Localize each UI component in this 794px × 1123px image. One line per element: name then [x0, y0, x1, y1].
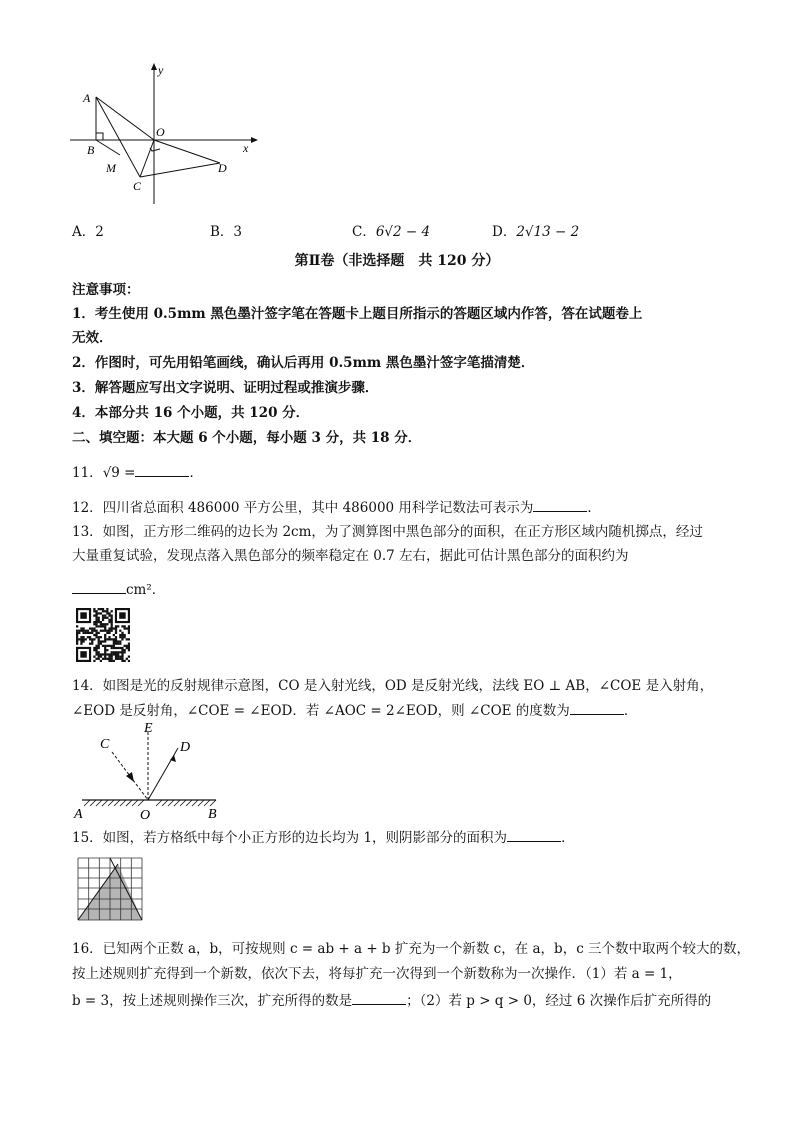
label-c: C: [133, 179, 142, 193]
incident-arrow: [126, 772, 134, 782]
answer-blank[interactable]: [507, 829, 561, 842]
question-15: 15．如图，若方格纸中每个小正方形的边长均为 1，则阴影部分的面积为 ．: [72, 830, 575, 846]
segment-od: [154, 140, 220, 163]
right-angle-mark-b: [96, 133, 103, 140]
label-d: D: [218, 161, 227, 175]
label-a: A: [74, 807, 83, 822]
question-16-line-1: 16．已知两个正数 a，b，可按规则 c = ab + a + b 扩充为一个新数 c，在 a，b，c 三个数中取两个较大的数，: [72, 941, 751, 957]
segment-bm: [96, 140, 120, 155]
answer-blank[interactable]: [570, 702, 624, 715]
choice-c: C．6√2 − 4: [352, 224, 431, 240]
label-d: D: [180, 740, 191, 755]
x-axis-arrow: [251, 137, 258, 143]
note-4: 4．本部分共 16 个小题，共 120 分．: [72, 405, 310, 421]
question-13-line-2: 大量重复试验，发现点落入黑色部分的频率稳定在 0.7 左右，据此可估计黑色部分的面积约为: [72, 548, 629, 564]
label-y: y: [158, 63, 164, 77]
label-b: B: [208, 807, 217, 822]
section-2-title: 第Ⅱ卷（非选择题 共 120 分）: [294, 253, 500, 269]
question-13-line-1: 13．如图，正方形二维码的边长为 2cm，为了测算图中黑色部分的面积，在正方形区域内随机掷点，经过: [72, 524, 703, 540]
grid-figure: [76, 856, 144, 922]
question-16-line-2: 按上述规则扩充得到一个新数，依次下去，将每扩充一次得到一个新数称为一次操作．（1）若 a = 1，: [72, 966, 682, 982]
question-13-line-3: cm²．: [72, 578, 165, 598]
label-c: C: [100, 737, 110, 752]
reflection-figure: [70, 718, 230, 824]
qr-code-image: [76, 608, 130, 662]
segment-ao: [96, 97, 154, 140]
choice-d: D．2√13 − 2: [492, 224, 580, 240]
right-angle-mark-o: [150, 148, 160, 151]
question-12: 12．四川省总面积 486000 平方公里，其中 486000 用科学记数法可表示为 ．: [72, 500, 601, 516]
answer-blank[interactable]: [533, 499, 587, 512]
fill-in-section-title: 二、填空题：本大题 6 个小题，每小题 3 分，共 18 分．: [72, 430, 422, 446]
choice-b: B．3: [210, 224, 243, 240]
answer-blank[interactable]: [72, 581, 126, 594]
label-x: x: [243, 141, 249, 155]
question-11: 11．√9 = ．: [72, 465, 203, 481]
y-axis-arrow: [151, 63, 157, 70]
choice-a: A．2: [72, 224, 104, 240]
notes-title: 注意事项：: [72, 282, 140, 298]
question-14-line-1: 14．如图是光的反射规律示意图，CO 是入射光线，OD 是反射光线，法线 EO ⊥ AB，∠COE 是入射角，: [72, 678, 714, 694]
label-o: O: [156, 125, 165, 139]
coordinate-figure: [68, 60, 268, 208]
mirror-hatching: [84, 800, 216, 806]
answer-blank[interactable]: [352, 992, 406, 1005]
label-o: O: [140, 808, 151, 823]
segment-cd: [140, 163, 220, 177]
label-b: B: [87, 143, 95, 157]
note-1: 1．考生使用 0.5mm 黑色墨汁签字笔在答题卡上题目所指示的答题区域内作答，答在试题卷上: [72, 306, 643, 322]
answer-blank[interactable]: [135, 464, 189, 477]
segment-co: [140, 140, 154, 177]
note-3: 3．解答题应写出文字说明、证明过程或推演步骤．: [72, 380, 379, 396]
label-a: A: [83, 91, 91, 105]
question-16-line-3: b = 3，按上述规则操作三次，扩充所得的数是 ；（2）若 p > q > 0，经过 6 次操作后扩充所得的: [72, 993, 712, 1009]
question-14-line-2: ∠EOD 是反射角，∠COE = ∠EOD．若 ∠AOC = 2∠EOD，则 ∠COE 的度数为 ．: [72, 703, 638, 719]
note-2: 2．作图时，可先用铅笔画线，确认后再用 0.5mm 黑色墨汁签字笔描清楚．: [72, 355, 535, 371]
label-e: E: [144, 721, 153, 736]
label-m: M: [106, 161, 116, 175]
note-1-cont: 无效．: [72, 330, 113, 346]
